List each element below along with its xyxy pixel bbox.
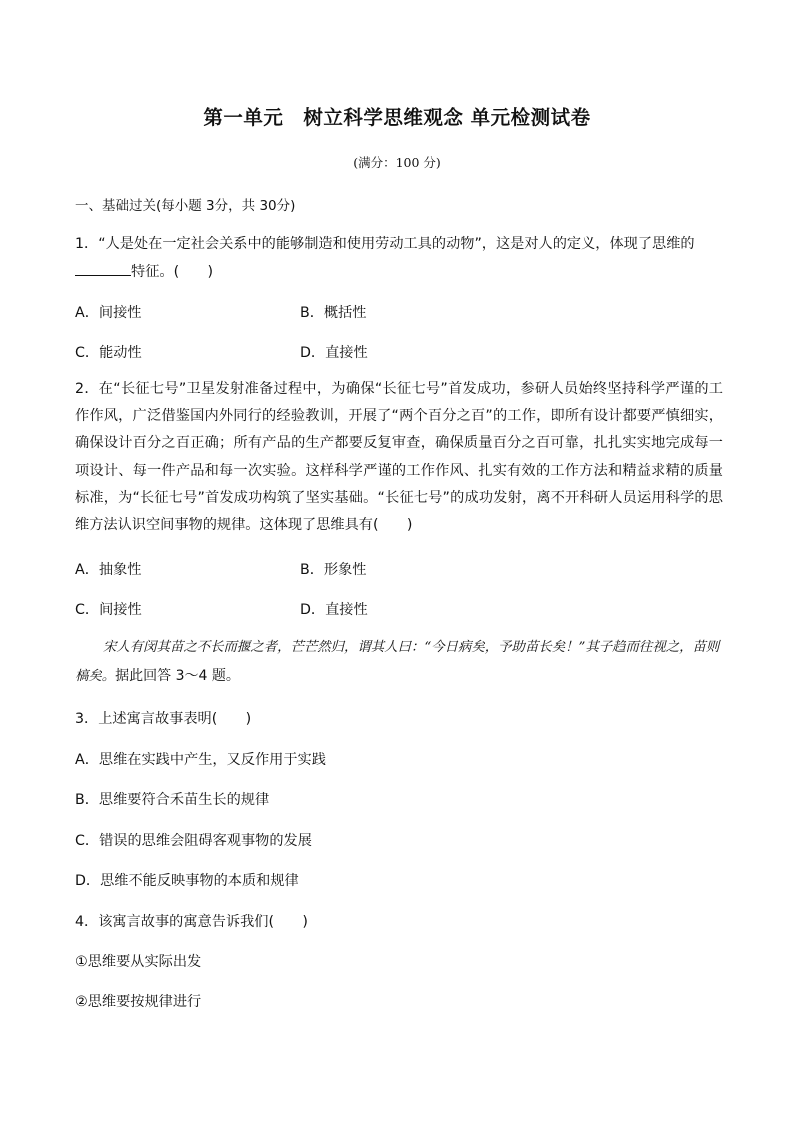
page-title: 第一单元 树立科学思维观念 单元检测试卷 <box>203 106 591 129</box>
material-instruction: 据此回答 3～4 题。 <box>115 668 240 684</box>
q1-stem-line1: 1．“人是处在一定社会关系中的能够制造和使用劳动工具的动物”，这是对人的定义，体现了思维的 <box>75 236 695 252</box>
section-heading: 一、基础过关(每小题 3分，共 30分) <box>75 198 296 214</box>
q4-item-2: ②思维要按规律进行 <box>75 994 202 1010</box>
reading-material <box>75 634 725 691</box>
q1-stem-line2 <box>75 261 213 281</box>
q3-option-c: C．错误的思维会阻碍客观事物的发展 <box>75 833 312 849</box>
q2-stem: 2．在“长征七号”卫星发射准备过程中，为确保“长征七号”首发成功，参研人员始终坚持科学严谨的工作作风，广泛借鉴国内外同行的经验教训，开展了“两个百分之百”的工作，即所有设计都要严慎细实，确保设计百分之百正确；所有产品的生产都要反复审查，确保质量百分之百可靠，扎扎实实地完成每一项设计、每一件产品和每一次实验。这样科学严谨的工作作风、扎实有效的工作方法和精益求精的质量标准，为“长征七号”首发成功构筑了坚实基础。“长征七号”的成功发射，离不开科研人员运用科学的思维方法认识空间事物的规律。这体现了思维具有( ) <box>75 381 723 534</box>
q1-stem-suffix: 特征。( ) <box>131 264 214 280</box>
q2-option-d: D．直接性 <box>300 602 368 618</box>
material-passage: 宋人有闵其苗之不长而揠之者，芒芒然归，谓其人曰：“今日病矣，予助苗长矣！”其子趋而往视之，苗则槁矣。 <box>75 640 720 684</box>
q4-item-1: ①思维要从实际出发 <box>75 954 202 970</box>
q1-option-a: A．间接性 <box>75 305 142 321</box>
answer-blank <box>75 261 131 276</box>
q1-option-c: C．能动性 <box>75 345 142 361</box>
q1-option-b: B．概括性 <box>300 305 367 321</box>
q3-option-d: D．思维不能反映事物的本质和规律 <box>75 873 299 889</box>
q1-option-d: D．直接性 <box>300 345 368 361</box>
q2-option-b: B．形象性 <box>300 562 367 578</box>
q2-option-c: C．间接性 <box>75 602 142 618</box>
q3-stem: 3．上述寓言故事表明( ) <box>75 711 252 727</box>
q3-option-a: A．思维在实践中产生，又反作用于实践 <box>75 752 326 768</box>
q2-option-a: A．抽象性 <box>75 562 142 578</box>
q4-stem: 4．该寓言故事的寓意告诉我们( ) <box>75 914 308 930</box>
q3-option-b: B．思维要符合禾苗生长的规律 <box>75 792 270 808</box>
score-note: (满分：100 分) <box>353 155 441 170</box>
